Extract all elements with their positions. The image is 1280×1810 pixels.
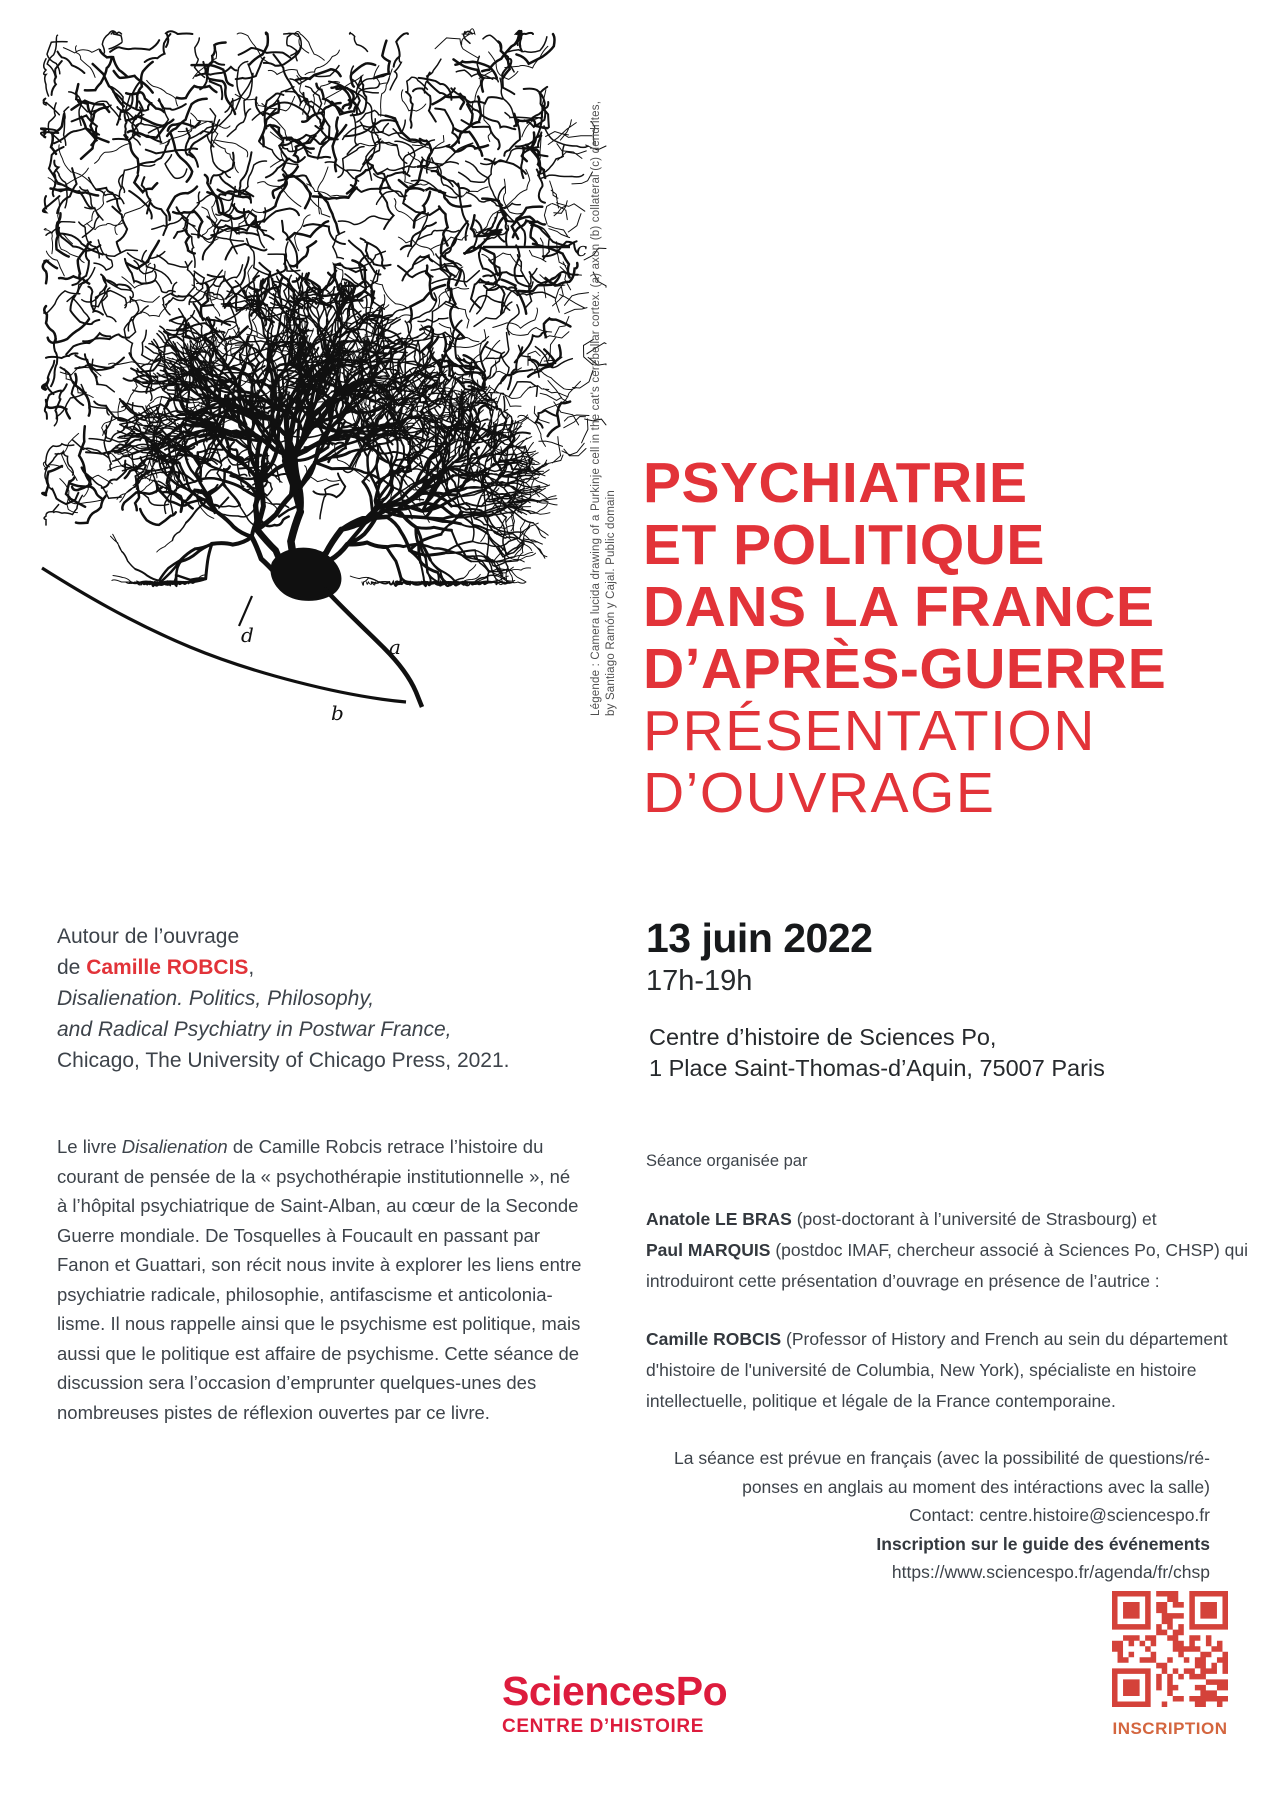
book-author-line [57, 952, 510, 983]
book-author-name: Camille ROBCIS [86, 956, 249, 979]
book-author-post: , [248, 956, 255, 979]
organizers-outro: introduiront cette présentation d’ouvrage en présence de l’autrice : [646, 1271, 1160, 1291]
sciencespo-logo [502, 1669, 727, 1738]
event-date: 13 juin 2022 [646, 915, 873, 961]
event-venue [646, 1022, 1105, 1084]
organizer2-name: Paul MARQUIS [646, 1240, 771, 1260]
organizer-names [646, 1204, 1249, 1297]
inscription-note: Inscription sur le guide des événements [876, 1533, 1210, 1554]
title-line-2: ET POLITIQUE [643, 513, 1045, 577]
qr-label: INSCRIPTION [1112, 1719, 1228, 1738]
practical-info [646, 1444, 1210, 1587]
event-time: 17h-19h [646, 965, 753, 997]
description-post: de Camille Robcis retrace l’histoire du [227, 1136, 544, 1157]
dendrite-arborization [40, 29, 606, 586]
book-title-line1: Disalienation. Politics, Philosophy, [57, 987, 375, 1010]
book-reference [57, 921, 510, 1076]
figure-caption-line1: Légende : Camera lucida drawing of a Purkinje cell in the cat's cerebellar cortex. (a) axon (b) collateral (c) dendrites, [590, 100, 602, 716]
figure-caption-line2: by Santiago Ramón y Cajal. Public domain [605, 490, 617, 716]
d-pointer-line [239, 596, 252, 626]
figure-label-b: b [331, 701, 344, 725]
description-line: aussi que le politique est affaire de psychisme. Cette séance de [57, 1342, 580, 1364]
collateral-line [42, 568, 406, 702]
figure-caption [589, 76, 619, 716]
description-line: psychiatrie radicale, philosophie, antifascisme et anticolonia- [57, 1283, 553, 1305]
organized-by-label: Séance organisée par [646, 1152, 808, 1170]
centre-histoire-label: CENTRE D’HISTOIRE [502, 1716, 704, 1737]
author-bio-line1 [646, 1324, 1228, 1355]
title-line-3: DANS LA FRANCE [643, 575, 1155, 639]
axon-line [324, 588, 422, 707]
author-bio [646, 1324, 1228, 1417]
organizer1-line [646, 1204, 1210, 1235]
organizers-section [646, 1146, 1249, 1587]
subtitle-line-1: PRÉSENTATION [643, 699, 1096, 763]
organizer1-name: Anatole LE BRAS [646, 1209, 792, 1229]
title-line-4: D’APRÈS-GUERRE [643, 637, 1167, 701]
author-bio-line2: d'histoire de l'université de Columbia, New York), spécialiste en histoire [646, 1360, 1197, 1380]
subtitle-line-2: D’OUVRAGE [643, 761, 996, 825]
description-line: nombreuses pistes de réflexion ouvertes par ce livre. [57, 1401, 490, 1423]
description-line: lisme. Il nous rappelle ainsi que le psychisme est politique, mais [57, 1313, 581, 1334]
sciencespo-logo-text: SciencesPo [502, 1668, 728, 1714]
book-publisher: Chicago, The University of Chicago Press, 2021. [57, 1049, 510, 1072]
book-description [57, 1132, 581, 1427]
author-bio-line3: intellectuelle, politique et légale de la France contemporaine. [646, 1391, 1116, 1411]
figure-label-a: a [389, 635, 401, 659]
inscription-qr [1112, 1591, 1228, 1739]
description-book-title: Disalienation [121, 1136, 228, 1157]
event-venue-line1: Centre d’histoire de Sciences Po, [649, 1024, 997, 1050]
contact-email[interactable]: Contact: centre.histoire@sciencespo.fr [909, 1505, 1210, 1525]
description-line: Fanon et Guattari, son récit nous invite à explorer les liens entre [57, 1254, 582, 1275]
figure-label-d: d [241, 623, 254, 647]
organizer1-role: (post-doctorant à l’université de Strasbourg) et [791, 1209, 1157, 1229]
author-bio-role: (Professor of History and French au sein du département [781, 1329, 1228, 1349]
description-line: à l’hôpital psychiatrique de Saint-Alban, au cœur de la Seconde [57, 1195, 579, 1216]
qr-code [1112, 1591, 1228, 1707]
description-line: Guerre mondiale. De Tosquelles à Foucault en passant par [57, 1224, 540, 1246]
event-info [646, 914, 1105, 1084]
description-line [57, 1132, 581, 1162]
book-author-pre: de [57, 956, 87, 979]
author-bio-name: Camille ROBCIS [646, 1329, 782, 1349]
language-note-line2: ponses en anglais au moment des intéractions avec la salle) [742, 1476, 1210, 1497]
description-pre: Le livre [57, 1136, 122, 1157]
language-note-line1: La séance est prévue en français (avec la possibilité de questions/ré- [674, 1448, 1210, 1468]
event-venue-line2: 1 Place Saint-Thomas-d’Aquin, 75007 Paris [649, 1055, 1105, 1081]
agenda-url[interactable]: https://www.sciencespo.fr/agenda/fr/chsp [891, 1562, 1210, 1582]
title-line-1: PSYCHIATRIE [643, 451, 1028, 515]
purkinje-cell-drawing [40, 20, 610, 725]
description-line: courant de pensée de la « psychothérapie institutionnelle », né [57, 1165, 571, 1187]
book-intro: Autour de l’ouvrage [57, 925, 240, 948]
organizer2-line [646, 1235, 1249, 1266]
figure-label-c: c [576, 237, 588, 261]
poster-title [643, 452, 1166, 824]
book-title-line2: and Radical Psychiatry in Postwar France, [57, 1018, 452, 1041]
organizer2-role: (postdoc IMAF, chercheur associé à Sciences Po, CHSP) qui [770, 1240, 1249, 1260]
description-line: discussion sera l’occasion d’emprunter quelques-unes des [57, 1372, 537, 1393]
